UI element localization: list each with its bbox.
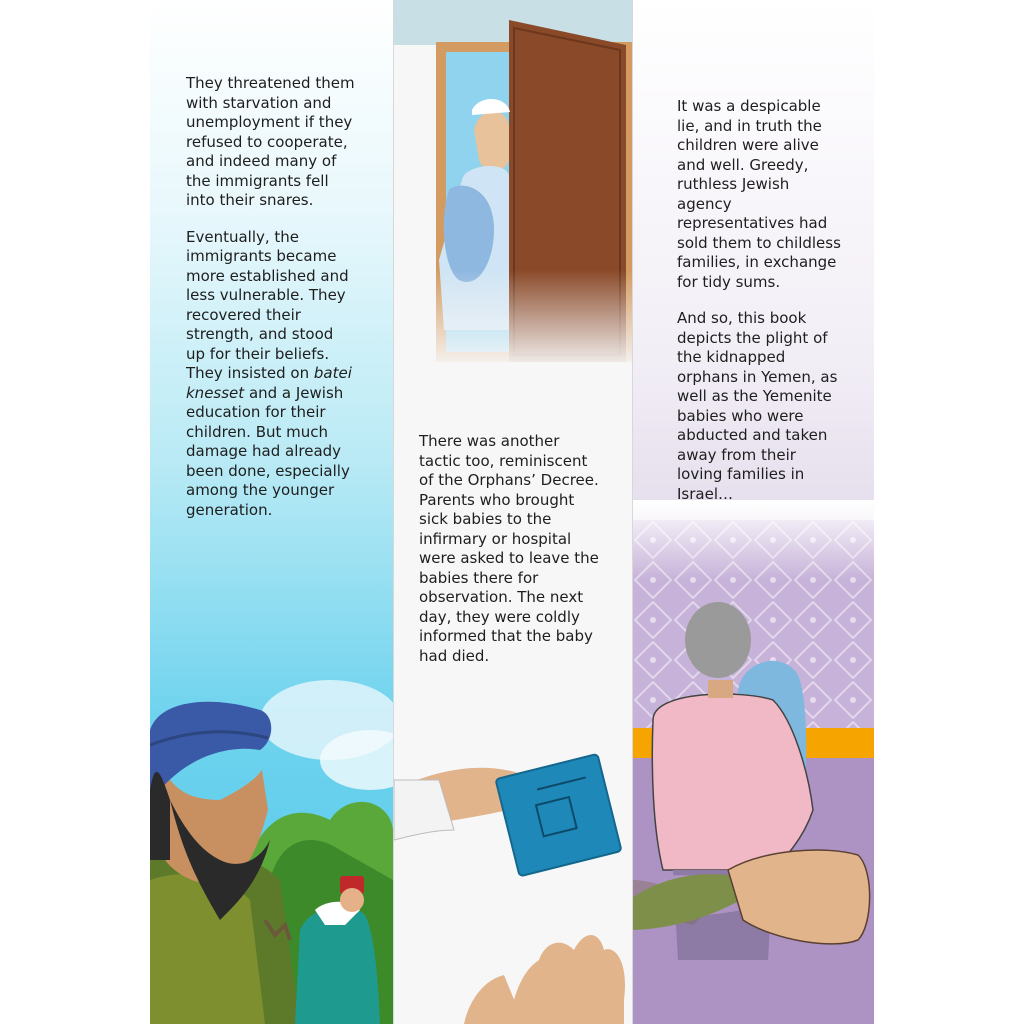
right-paragraph-1: It was a despicable lie, and in truth the children were alive and well. Greedy, ruthless Jewish agency representatives had sold them to childless families, in exchange for tidy sums. (677, 97, 841, 291)
panel-right-text (677, 97, 842, 521)
middle-paragraph: There was another tactic too, reminiscent of the Orphans’ Decree. Parents who brought sick babies to the infirmary or hospital were asked to leave the babies there for observation. The next day, they were coldly informed that the baby had died. (419, 432, 599, 665)
left-paragraph-1: They threatened them with starvation and unemployment if they refused to cooperate, and indeed many of the immigrants fell into their snares. (186, 74, 355, 209)
comic-page (150, 0, 874, 1024)
panel-middle-text (419, 432, 599, 683)
illustration-bearded-man (150, 0, 393, 1024)
left-paragraph-2: Eventually, the immigrants became more established and less vulnerable. They recovered their strength, and stood up for their beliefs. They insisted on batei knesset and a Jewish education for their children. But much damage had already been done, especially among the younger generation. (186, 227, 352, 519)
panel-right (633, 0, 874, 1024)
panel-middle (393, 0, 633, 1024)
panel-left (150, 0, 393, 1024)
right-paragraph-2: And so, this book depicts the plight of the kidnapped orphans in Yemen, as well as the Yemenite babies who were abducted and taken away from their loving families in Israel… (677, 309, 838, 503)
italic-term: batei knesset (186, 364, 352, 402)
